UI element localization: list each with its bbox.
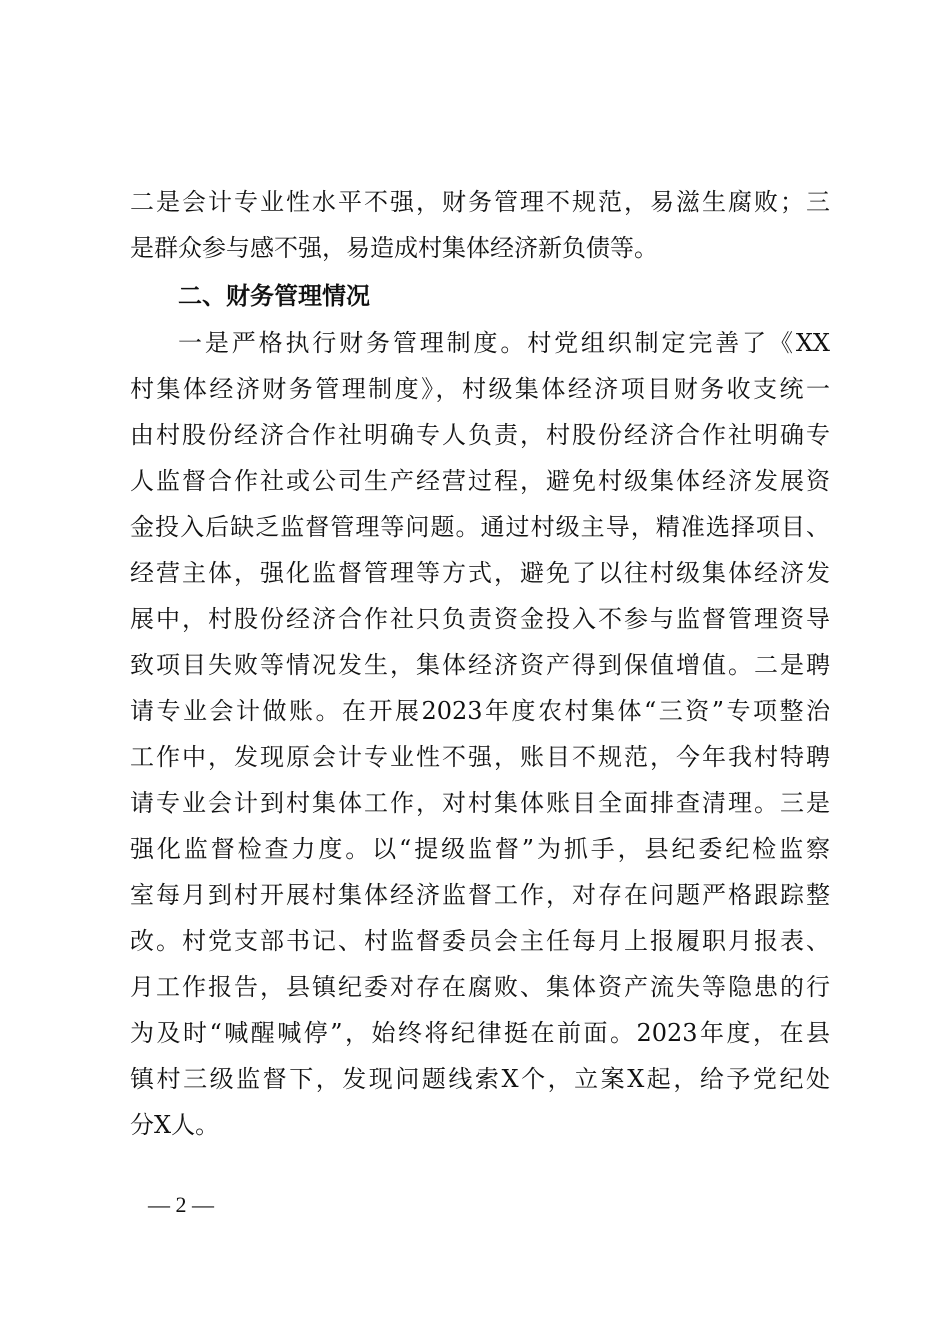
paragraph-1-line-1: 二是会计专业性水平不强，财务管理不规范，易滋生腐败；三 <box>130 188 830 216</box>
section-heading: 二、财务管理情况 <box>178 282 370 310</box>
paragraph-2-line-9: 请专业会计做账。在开展2023年度农村集体“三资”专项整治 <box>130 697 830 725</box>
paragraph-1-line-2: 是群众参与感不强，易造成村集体经济新负债等。 <box>130 234 658 262</box>
paragraph-2-line-11: 请专业会计到村集体工作，对村集体账目全面排查清理。三是 <box>130 789 830 817</box>
page-number: — 2 — <box>148 1192 214 1217</box>
paragraph-2-line-17: 镇村三级监督下，发现问题线索X个，立案X起，给予党纪处 <box>130 1065 830 1093</box>
paragraph-2-line-5: 金投入后缺乏监督管理等问题。通过村级主导，精准选择项目、 <box>130 513 830 541</box>
paragraph-2-line-1: 一是严格执行财务管理制度。村党组织制定完善了《XX <box>178 329 830 357</box>
paragraph-2-line-13: 室每月到村开展村集体经济监督工作，对存在问题严格跟踪整 <box>130 881 830 909</box>
paragraph-2-line-10: 工作中，发现原会计专业性不强，账目不规范，今年我村特聘 <box>130 743 830 771</box>
paragraph-2-line-16: 为及时“喊醒喊停”，始终将纪律挺在前面。2023年度，在县 <box>130 1019 830 1047</box>
paragraph-2-line-18: 分X人。 <box>130 1111 220 1139</box>
paragraph-2-line-2: 村集体经济财务管理制度》，村级集体经济项目财务收支统一 <box>130 375 830 403</box>
paragraph-2-line-8: 致项目失败等情况发生，集体经济资产得到保值增值。二是聘 <box>130 651 830 679</box>
paragraph-2-line-15: 月工作报告，县镇纪委对存在腐败、集体资产流失等隐患的行 <box>130 973 830 1001</box>
paragraph-2-line-6: 经营主体，强化监督管理等方式，避免了以往村级集体经济发 <box>130 559 830 587</box>
paragraph-2-line-7: 展中，村股份经济合作社只负责资金投入不参与监督管理资导 <box>130 605 830 633</box>
paragraph-2-line-12: 强化监督检查力度。以“提级监督”为抓手，县纪委纪检监察 <box>130 835 830 863</box>
paragraph-2-line-14: 改。村党支部书记、村监督委员会主任每月上报履职月报表、 <box>130 927 830 955</box>
paragraph-2-line-4: 人监督合作社或公司生产经营过程，避免村级集体经济发展资 <box>130 467 830 495</box>
paragraph-2-line-3: 由村股份经济合作社明确专人负责，村股份经济合作社明确专 <box>130 421 830 449</box>
